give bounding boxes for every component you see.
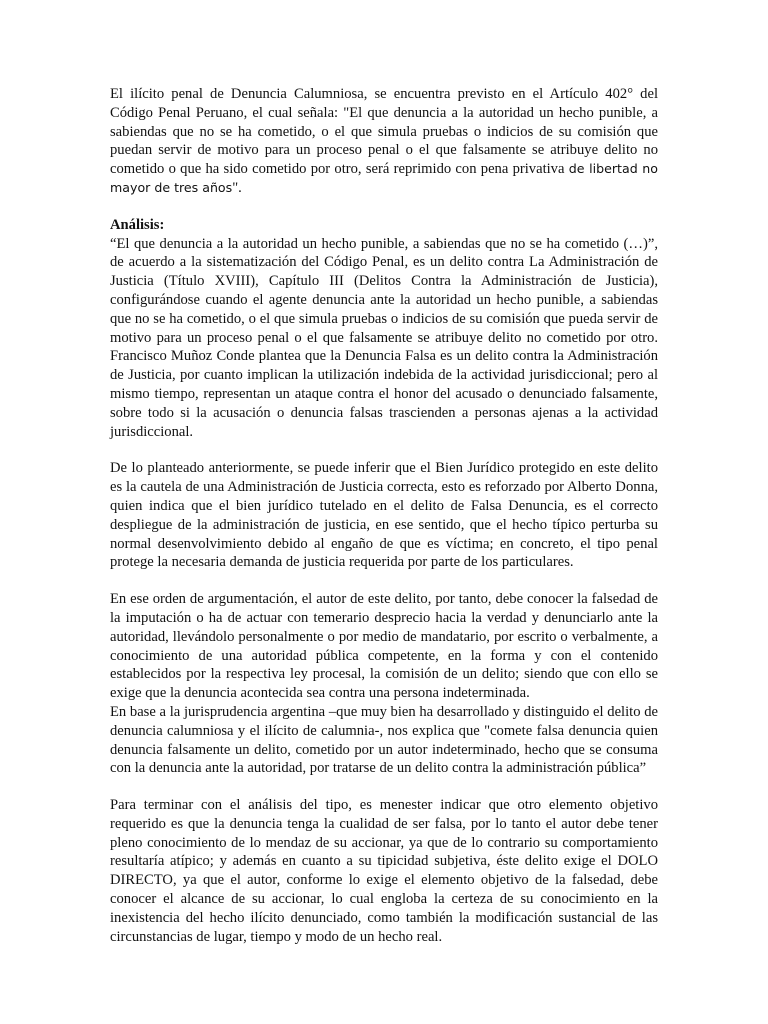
spacer	[110, 572, 658, 590]
intro-paragraph	[110, 85, 658, 198]
spacer	[110, 778, 658, 796]
intro-text-end: ".	[232, 179, 242, 196]
intro-text: El ilícito penal de Denuncia Calumniosa, se encuentra previsto en el Artículo 402° del Código Penal Peruano, el cual señala: "El que denuncia a la autoridad un hecho punible, a sabiendas que no se ha cometido, o el que simula pruebas o indicios de su comisión que puedan servir de motivo para un proceso penal o el que falsamente se atribuye delito no cometido o que ha sido cometido por otro, será reprimido con pena privativa	[110, 86, 658, 178]
document-body	[110, 80, 658, 946]
intro-text-sans: de libertad no mayor de tres años	[110, 161, 658, 195]
spacer	[110, 198, 658, 216]
paragraph-legal-interest: De lo planteado anteriormente, se puede inferir que el Bien Jurídico protegido en este delito es la cautela de una Administración de Justicia correcta, esto es reforzado por Alberto Donna, quien indica que el bien jurídico tutelado en el delito de Falsa Denuncia, es el correcto despliegue de la administración de justicia, en ese sentido, que el hecho típico perturba su normal desenvolvimiento debido al engaño de que es víctima; en concreto, el tipo penal protege la necesaria demanda de justicia requerida por parte de los particulares.	[110, 460, 658, 571]
paragraph-conclusion: Para terminar con el análisis del tipo, es menester indicar que otro elemento objetivo requerido es que la denuncia tenga la cualidad de ser falsa, por lo tanto el autor debe tener pleno conocimiento de lo mendaz de su accionar, ya que de lo contrario su comportamiento resultaría atípico; y además en cuanto a su tipicidad subjetiva, éste delito exige el DOLO DIRECTO, ya que el autor, conforme lo exige el elemento objetivo de la falsedad, debe conocer el alcance de su accionar, lo cual engloba la certeza de su conocimiento en la inexistencia del hecho ilícito denunciado, como también la modificación sustancial de las circunstancias de lugar, tiempo y modo de un hecho real.	[110, 797, 658, 945]
analysis-heading: Análisis:	[110, 216, 165, 233]
spacer	[110, 441, 658, 459]
paragraph-argumentation: En ese orden de argumentación, el autor de este delito, por tanto, debe conocer la falsedad de la imputación o ha de actuar con temerario desprecio hacia la verdad y denunciarlo ante la autoridad, llevándolo personalmente o por medio de mandatario, por escrito o verbalmente, a conocimiento de una autoridad pública competente, en la forma y con el contenido establecidos por la respectiva ley procesal, la comisión de un delito; siendo que con ello se exige que la denuncia acontecida sea contra una persona indeterminada.	[110, 591, 658, 702]
paragraph-jurisprudence: En base a la jurisprudencia argentina –que muy bien ha desarrollado y distinguido el delito de denuncia calumniosa y el ilícito de calumnia-, nos explica que "comete falsa denuncia quien denuncia falsamente un delito, cometido por un autor indeterminado, hecho que se consuma con la denuncia ante la autoridad, por tratarse de un delito contra la administración pública”	[110, 703, 658, 777]
analysis-paragraph: “El que denuncia a la autoridad un hecho punible, a sabiendas que no se ha cometido (…)”, de acuerdo a la sistematización del Código Penal, es un delito contra La Administración de Justicia (Título XVIII), Capítulo III (Delitos Contra la Administración de Justicia), configurándose cuando el agente denuncia ante la autoridad un hecho punible, a sabiendas que no se ha cometido, o el que simula pruebas o indicios de su comisión que pueda servir de motivo para un proceso penal o el que falsamente se atribuye delito no cometido por otro. Francisco Muñoz Conde plantea que la Denuncia Falsa es un delito contra la Administración de Justicia, por cuanto implican la utilización indebida de la actividad jurisdiccional; pero al mismo tiempo, representan un ataque contra el honor del acusado o denunciado falsamente, sobre todo si la acusación o denuncia falsas trascienden a personas ajenas a la actividad jurisdiccional.	[110, 235, 658, 440]
